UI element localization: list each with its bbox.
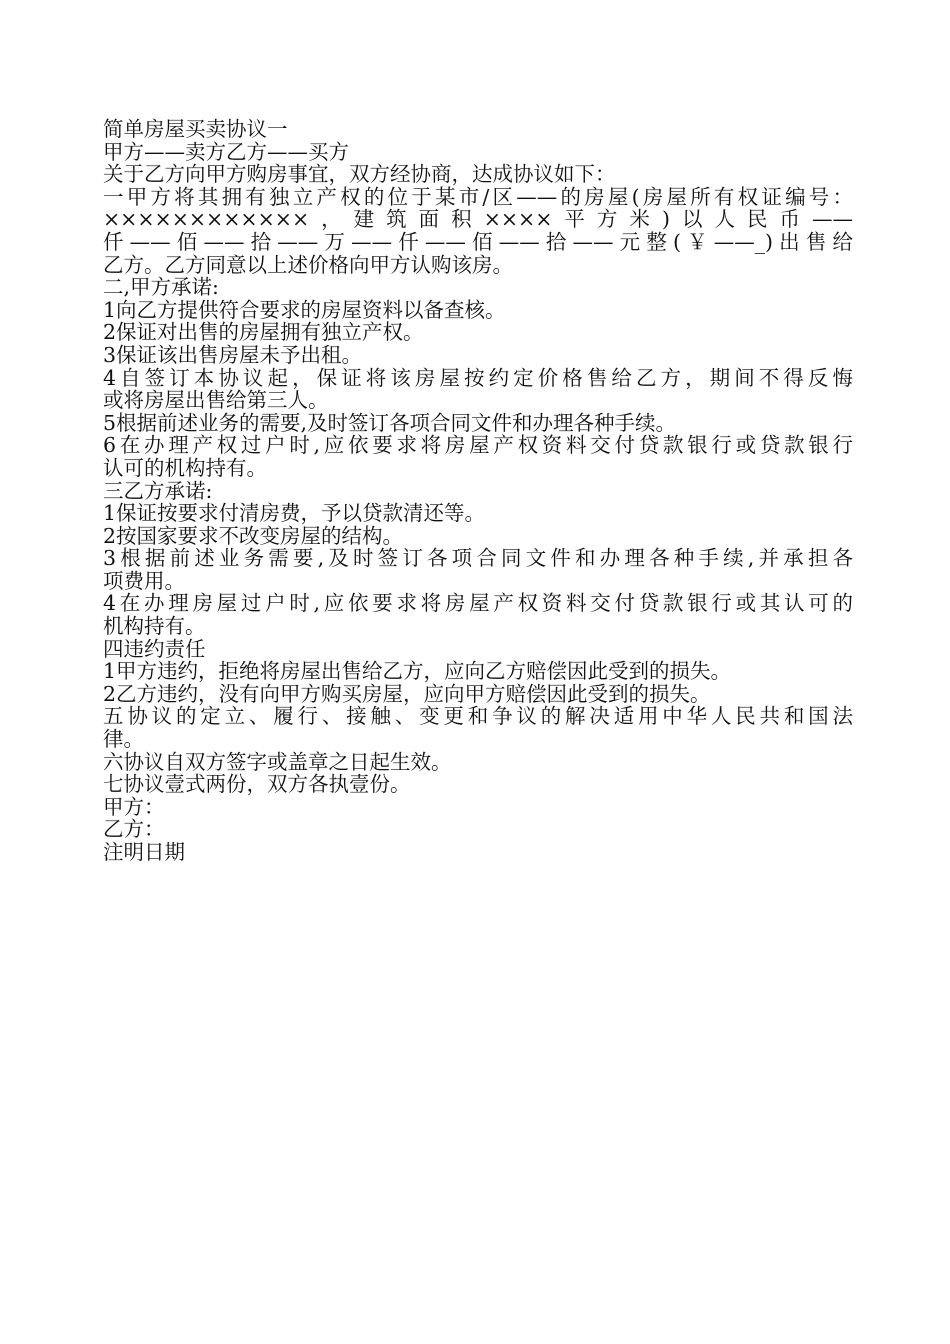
section-2-item-1: 1向乙方提供符合要求的房屋资料以备查核。 bbox=[103, 297, 506, 322]
section-2-item-2: 2保证对出售的房屋拥有独立产权。 bbox=[103, 320, 424, 345]
section-2-item-4-line-1: 4自签订本协议起，保证将该房屋按约定价格售给乙方，期间不得反悔 bbox=[103, 365, 853, 390]
section-3-item-2: 2按国家要求不改变房屋的结构。 bbox=[103, 523, 404, 548]
clause-1-line-2: ××××××××××××，建筑面积××××平方米)以人民币—— bbox=[103, 207, 853, 232]
parties-line: 甲方——卖方乙方——买方 bbox=[103, 139, 349, 164]
section-3-item-4-line-1: 4在办理房屋过户时,应依要求将房屋产权资料交付贷款银行或其认可的 bbox=[103, 591, 853, 616]
date-label: 注明日期 bbox=[103, 840, 185, 864]
section-3-item-3-line-1: 3根据前述业务需要,及时签订各项合同文件和办理各种手续,并承担各 bbox=[103, 546, 853, 571]
clause-1-line-3: 仟——佰——拾——万——仟——佰——拾——元整(￥——_)出售给 bbox=[103, 229, 853, 254]
section-3-item-3-line-2: 项费用。 bbox=[103, 568, 185, 593]
section-4-item-1: 1甲方违约，拒绝将房屋出售给乙方，应向乙方赔偿因此受到的损失。 bbox=[103, 659, 732, 684]
section-5-line-2: 律。 bbox=[103, 727, 144, 752]
section-7: 七协议壹式两份，双方各执壹份。 bbox=[103, 772, 411, 797]
clause-1-line-1: 一甲方将其拥有独立产权的位于某市/区——的房屋(房屋所有权证编号： bbox=[103, 184, 853, 209]
section-2-heading: 二,甲方承诺: bbox=[103, 275, 219, 300]
section-6: 六协议自双方签字或盖章之日起生效。 bbox=[103, 749, 452, 774]
document-title: 简单房屋买卖协议一 bbox=[103, 117, 288, 141]
section-2-item-3: 3保证该出售房屋未予出租。 bbox=[103, 342, 363, 367]
section-4-heading: 四违约责任 bbox=[103, 636, 206, 661]
clause-1-line-4: 乙方。乙方同意以上述价格向甲方认购该房。 bbox=[103, 252, 513, 277]
section-5-line-1: 五协议的定立、履行、接触、变更和争议的解决适用中华人民共和国法 bbox=[103, 704, 853, 729]
document-page bbox=[103, 118, 853, 864]
section-3-item-1: 1保证按要求付清房费，予以贷款清还等。 bbox=[103, 501, 486, 526]
section-2-item-5: 5根据前述业务的需要,及时签订各项合同文件和办理各种手续。 bbox=[103, 410, 677, 435]
section-2-item-4-line-2: 或将房屋出售给第三人。 bbox=[103, 388, 329, 413]
party-b-signature-label: 乙方： bbox=[103, 817, 165, 842]
party-a-signature-label: 甲方： bbox=[103, 794, 165, 819]
section-3-item-4-line-2: 机构持有。 bbox=[103, 614, 206, 639]
section-4-item-2: 2乙方违约，没有向甲方购买房屋，应向甲方赔偿因此受到的损失。 bbox=[103, 681, 711, 706]
section-2-item-6-line-1: 6在办理产权过户时,应依要求将房屋产权资料交付贷款银行或贷款银行 bbox=[103, 433, 853, 458]
section-2-item-6-line-2: 认可的机构持有。 bbox=[103, 455, 267, 480]
section-3-heading: 三乙方承诺: bbox=[103, 478, 213, 503]
intro-line: 关于乙方向甲方购房事宜，双方经协商，达成协议如下： bbox=[103, 162, 616, 187]
